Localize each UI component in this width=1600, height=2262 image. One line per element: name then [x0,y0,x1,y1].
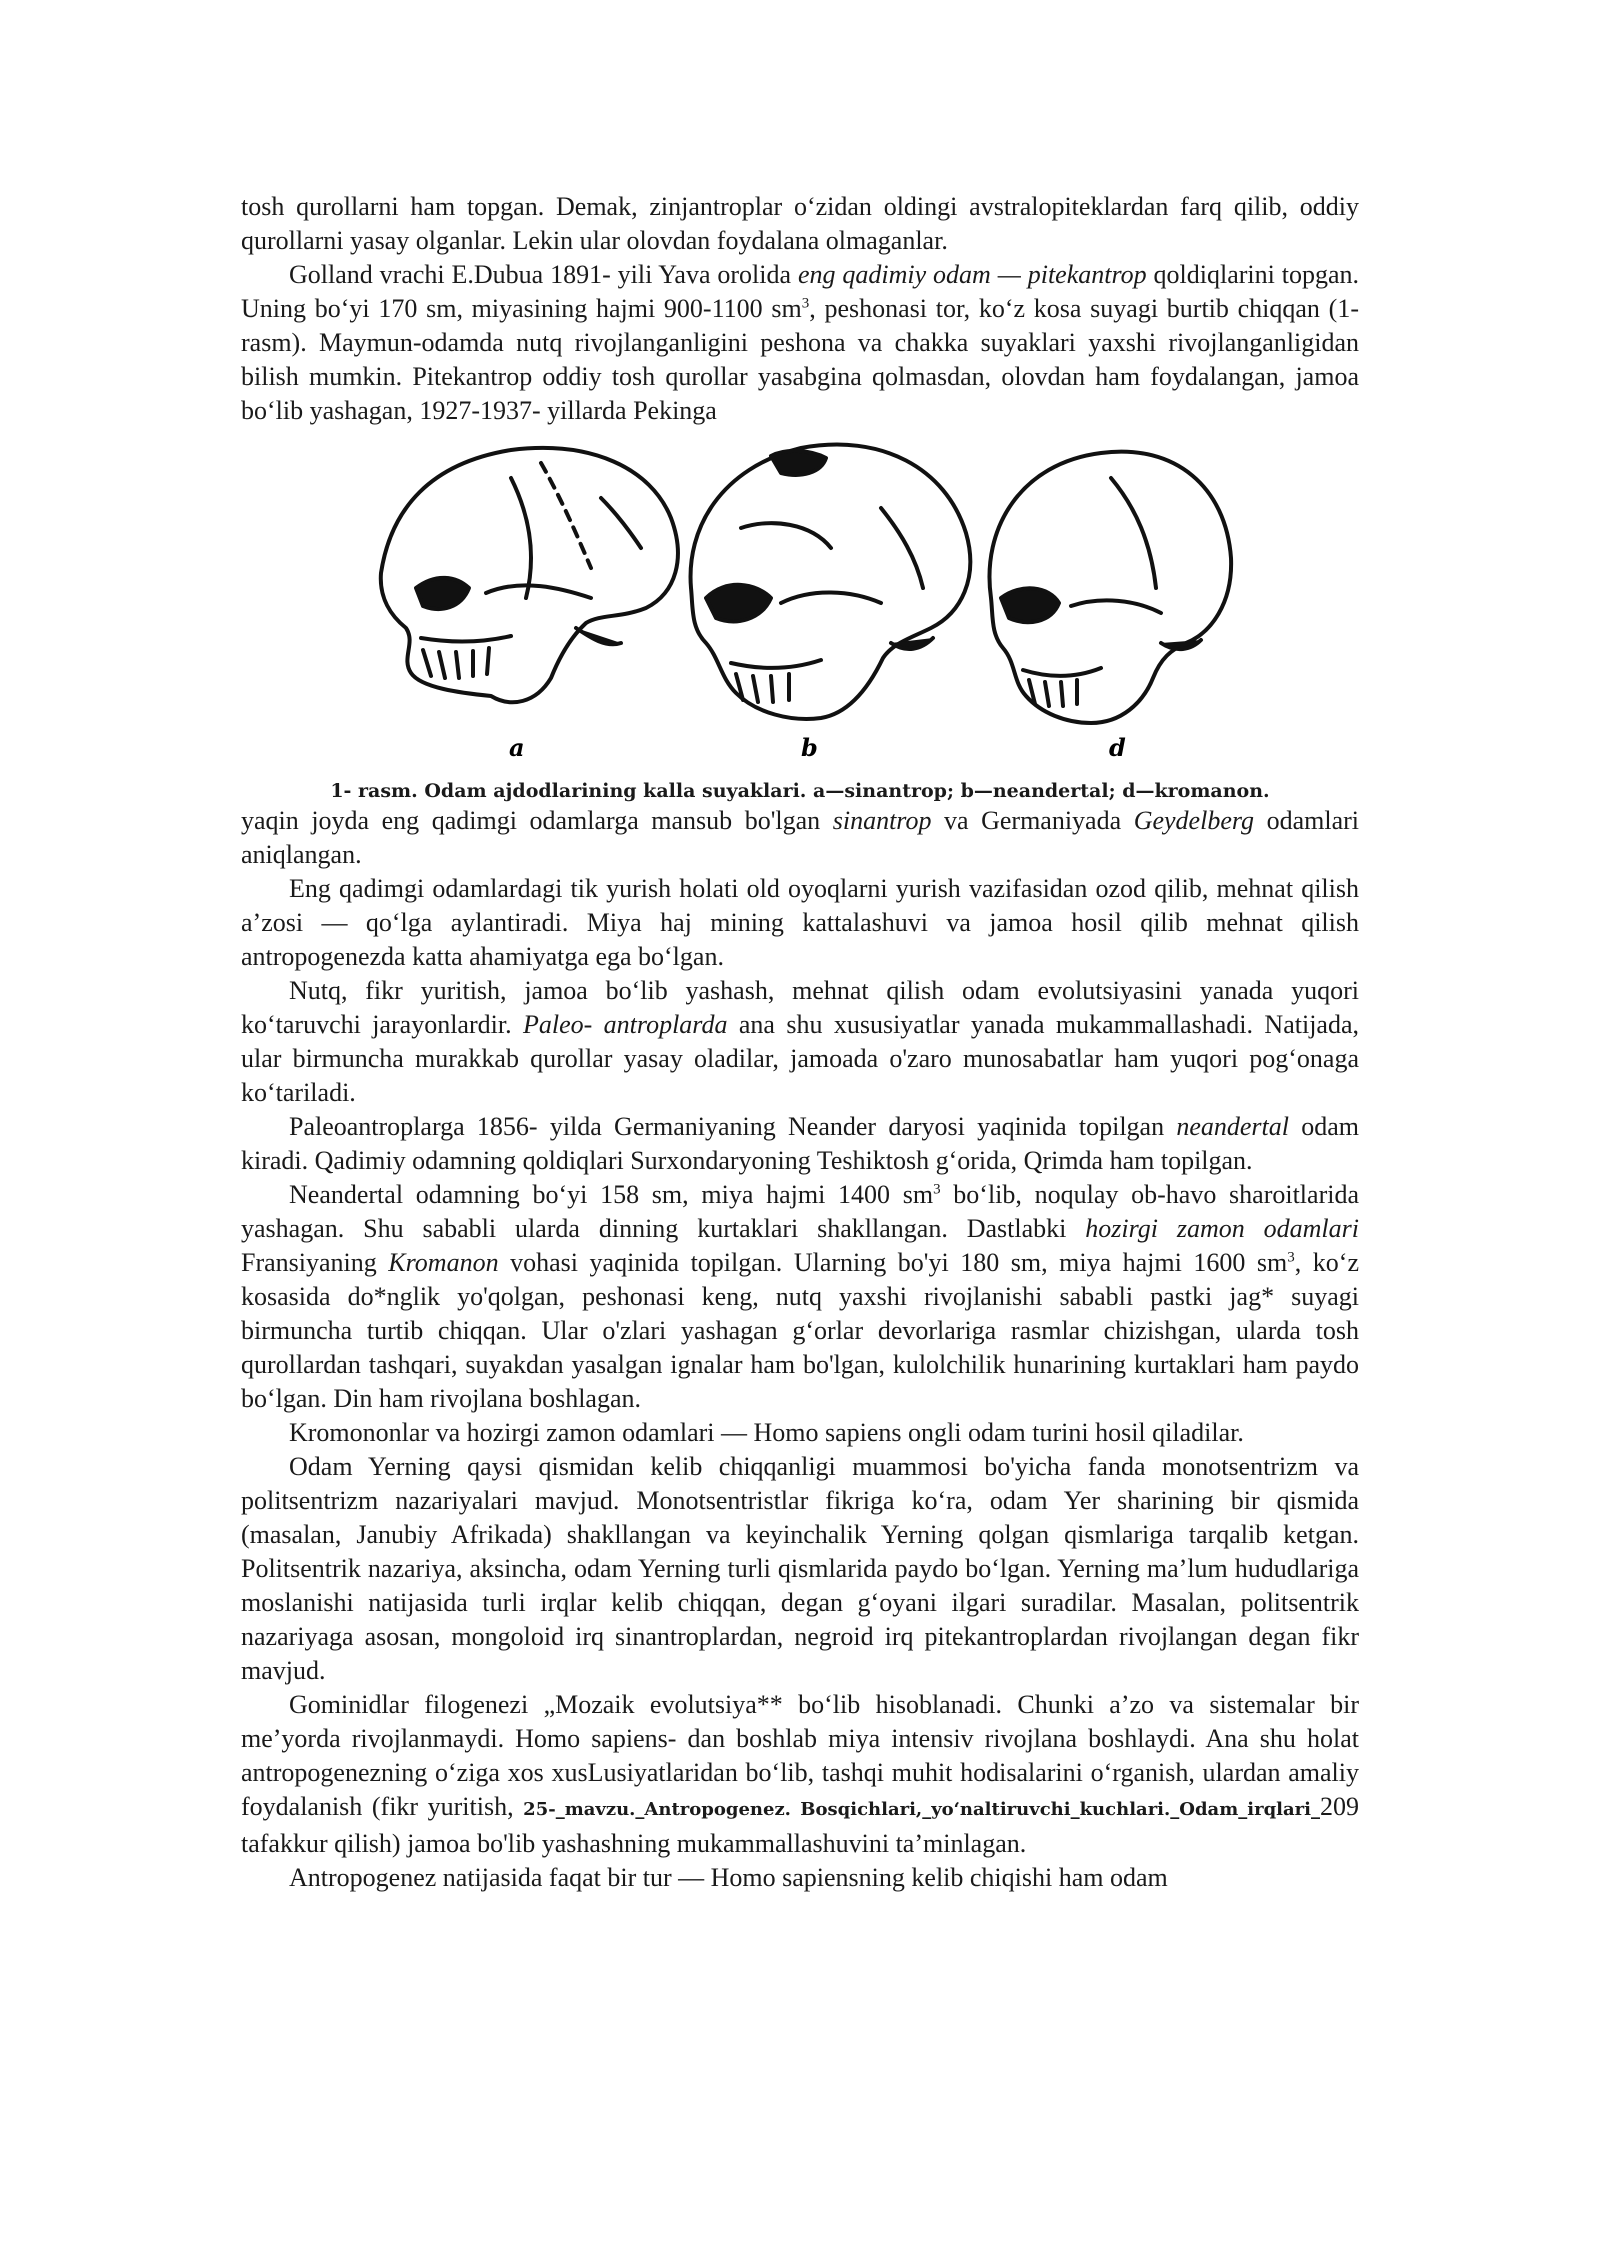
text-span: 209 tafakkur qilish) jamoa bo'lib yashashning mukammallashuvini ta’minlagan. [241,1792,1359,1858]
italic-term: sinantrop [832,806,932,835]
text-span: odam kiradi. Qadimiy odamning qoldiqlari Surxondaryoning Teshiktosh g‘orida, Qrimda ham topilgan. [241,1112,1359,1175]
italic-term: neandertal [1176,1112,1289,1141]
paragraph-2 [241,258,1359,428]
figure-caption: 1- rasm. Odam ajdodlarining kalla suyaklari. a—sinantrop; b—neandertal; d—kromanon. [330,780,1270,802]
text-span: , ko‘z kosasida do*nglik yo'qolgan, peshonasi keng, nutq yaxshi rivojlanishi sababli pastki jag* suyagi birmuncha turtib chiqqan. Ular o'zlari yashagan g‘orlar devorlariga rasmlar chizishgan, ularda tosh qurollardan tashqari, suyakdan yasalgan ignalar ham bo'lgan, kulolchilik hunarining kurtaklari ham paydo bo‘lgan. Din ham rivojlana boshlagan. [241,1248,1359,1413]
paragraph-5 [241,974,1359,1110]
text-span: Nutq, fikr yuritish, jamoa bo‘lib yashash, mehnat qilish odam evolutsiyasini yanada yuqori ko‘taruvchi jarayonlardir. [241,976,1359,1039]
paragraph-1: tosh qurollarni ham topgan. Demak, zinjantroplar o‘zidan oldingi avstralopiteklardan farq qilib, oddiy qurollarni yasay olganlar. Lekin ular olovdan foydalana olmaganlar. [241,192,1359,255]
paragraph-8: Kromononlar va hozirgi zamon odamlari — Homo sapiens ongli odam turini hosil qiladilar. [289,1418,1244,1447]
figure-label-a: a [509,733,525,762]
text-span: vohasi yaqinida topilgan. Ularning bo'yi 180 sm, miya hajmi 1600 sm [498,1248,1288,1277]
paragraph-7 [241,1178,1359,1416]
italic-term: Paleo- antroplarda [522,1010,728,1039]
footer-reference: 25-_mavzu._Antropogenez. Bosqichlari,_yo‘naltiruvchi_kuchlari._Odam_irqlari_ [523,1799,1320,1820]
text-span: Paleoantroplarga 1856- yilda Germaniyaning Neander daryosi yaqinida topilgan [289,1112,1177,1141]
figure-label-b: b [801,733,818,762]
superscript: 3 [1287,1249,1295,1266]
text-span: va Germaniyada [931,806,1134,835]
text-span: bo‘lib, noqulay ob-havo sharoitlarida yashagan. Shu sababli ularda dinning kurtaklari shakllangan. Dastlabki [241,1180,1359,1243]
skull-b-drawing [691,445,971,719]
text-span: Fransiyaning [241,1248,389,1277]
text-span: qoldiqlarini topgan. Uning bo‘yi 170 sm, miyasining hajmi 900-1100 sm [241,260,1360,323]
text-span: ana shu xususiyatlar yanada mukammallashadi. Natijada, ular birmuncha murakkab qurollar yasay oladilar, jamoada o'zaro munosabatlar ham yuqori pog‘onaga ko‘tariladi. [241,1010,1360,1107]
text-span: , peshonasi tor, ko‘z kosa suyagi burtib chiqqan (1- rasm). Maymun-odamda nutq rivojlanganligini peshona va chakka suyaklari yaxshi rivojlanganligidan bilish mumkin. Pitekantrop oddiy tosh qurollar yasabgina qolmasdan, olovdan ham foydalangan, jamoa bo‘lib yashagan, 1927-1937- yillarda Pekinga [241,294,1359,425]
text-span: odamlari aniqlangan. [241,806,1359,869]
figure-label-d: d [1109,733,1126,762]
superscript: 3 [933,1181,941,1198]
text-span: Golland vrachi E.Dubua 1891- yili Yava orolida [289,260,798,289]
paragraph-6 [241,1110,1359,1178]
text-span: yaqin joyda eng qadimgi odamlarga mansub bo'lgan [241,806,833,835]
italic-term: eng qadimiy odam — pitekantrop [797,260,1147,289]
paragraph-4: Eng qadimgi odamlardagi tik yurish holati old oyoqlarni yurish vazifasidan ozod qilib, mehnat qilish a’zosi — qo‘lga aylantiradi. Miya haj mining kattalashuvi va jamoa hosil qilib mehnat qilish antropogenezda katta ahamiyatga ega bo‘lgan. [241,874,1359,971]
skulls-illustration [361,438,1241,768]
skull-d-drawing [989,452,1231,723]
body-text [241,190,1359,1895]
paragraph-10 [241,1688,1359,1861]
italic-term: Kromanon [388,1248,499,1277]
text-span: Neandertal odamning bo‘yi 158 sm, miya hajmi 1400 sm [289,1180,934,1209]
paragraph-3 [241,804,1359,872]
superscript: 3 [801,295,810,312]
paragraph-11: Antropogenez natijasida faqat bir tur — Homo sapiensning kelib chiqishi ham odam [289,1863,1168,1892]
figure-skulls [241,438,1359,778]
italic-term: hozirgi zamon odamlari [1085,1214,1359,1243]
paragraph-9: Odam Yerning qaysi qismidan kelib chiqqanligi muammosi bo'yicha fanda monotsentrizm va politsentrizm nazariyalari mavjud. Monotsentristlar fikriga ko‘ra, odam Yer sharining bir qismida (masalan, Janubiy Afrikada) shakllangan va keyinchalik Yerning qolgan qismlariga tarqalib ketgan. Politsentrik nazariya, aksincha, odam Yerning turli qismlarida paydo bo‘lgan. Yerning ma’lum hududlariga moslanishi natijasida turli irqlar kelib chiqqan, degan g‘oyani ilgari suradilar. Masalan, politsentrik nazariyaga asosan, mongoloid irq sinantroplardan, negroid irq pitekantroplardan rivojlangan degan fikr mavjud. [241,1452,1359,1685]
italic-term: Geydelberg [1133,806,1255,835]
text-span: Gominidlar filogenezi „Mozaik evolutsiya** bo‘lib hisoblanadi. Chunki a’zo va sistemalar bir me’yorda rivojlanmaydi. Homo sapiens- dan boshlab miya intensiv rivojlana boshlaydi. Ana shu holat antropogenezning o‘ziga xos xusLusiyatlaridan bo‘lib, tashqi muhit hodisalarini o‘rganish, ulardan amaliy foydalanish (fikr yuritish, [241,1690,1359,1821]
skull-a-drawing [381,448,678,702]
